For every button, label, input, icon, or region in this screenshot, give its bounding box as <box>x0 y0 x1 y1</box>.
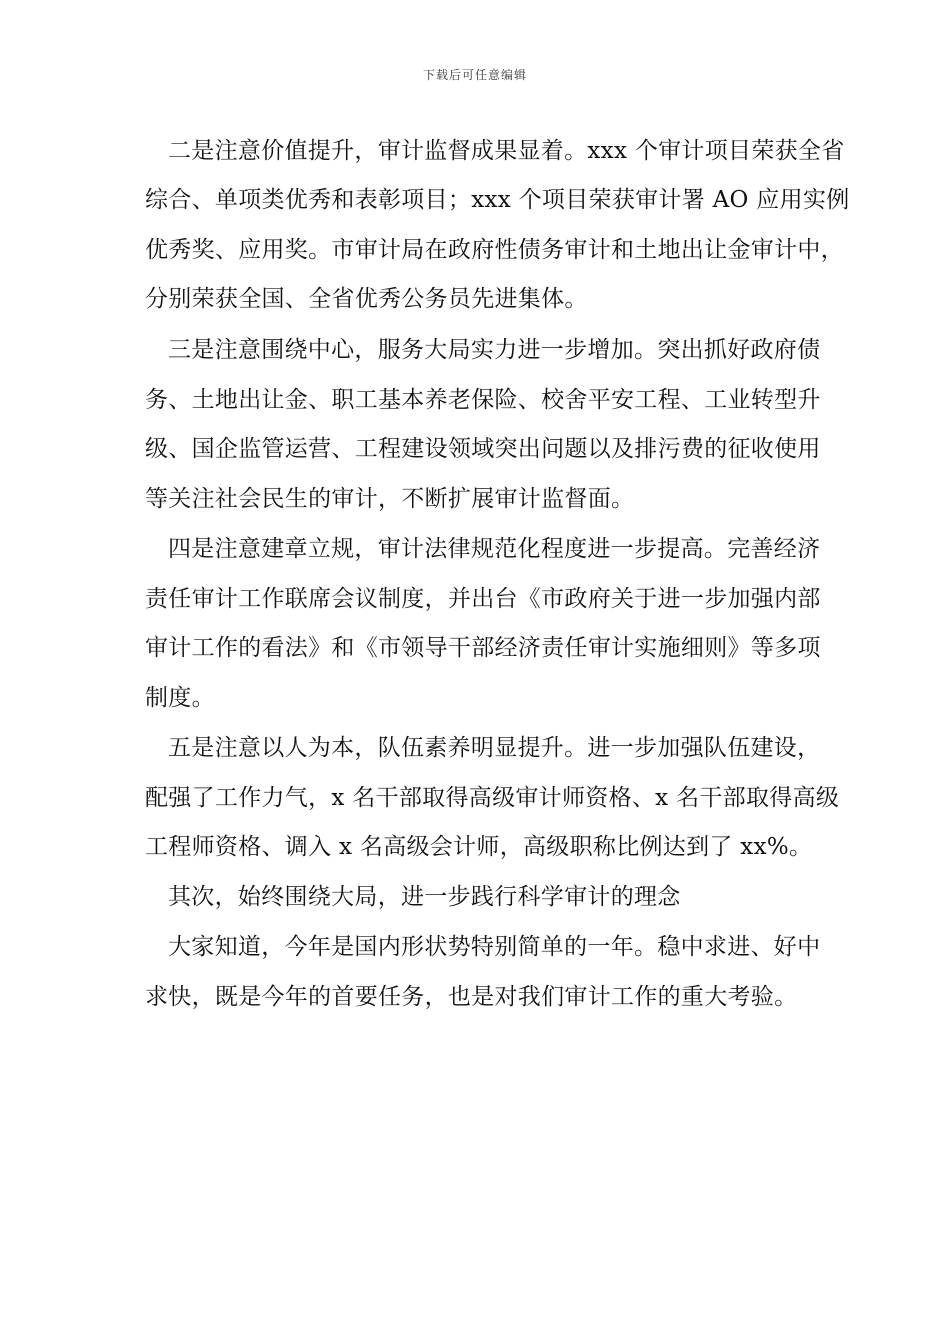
paragraph-line: 二是注意价值提升，审计监督成果显着。xxx 个审计项目荣获全省 <box>168 138 845 164</box>
paragraph-line: 优秀奖、应用奖。市审计局在政府性债务审计和土地出让金审计中， <box>145 237 844 263</box>
paragraph-line: 大家知道，今年是国内形状势特别简单的一年。稳中求进、好中 <box>168 934 821 960</box>
paragraph-line: 工程师资格、调入 x 名高级会计师，高级职称比例达到了 xx%。 <box>145 834 813 860</box>
paragraph-line: 综合、单项类优秀和表彰项目；xxx 个项目荣获审计署 AO 应用实例 <box>145 187 850 213</box>
paragraph-line: 分别荣获全国、全省优秀公务员先进集体。 <box>145 286 588 312</box>
paragraph-line: 务、土地出让金、职工基本养老保险、校舍平安工程、工业转型升 <box>145 387 821 413</box>
page-header: 下载后可任意编辑 <box>422 68 527 82</box>
paragraph-line: 等关注社会民生的审计，不断扩展审计监督面。 <box>145 486 635 512</box>
paragraph-line: 四是注意建章立规，审计法律规范化程度进一步提高。完善经济 <box>168 536 821 562</box>
paragraph-line: 配强了工作力气，x 名干部取得高级审计师资格、x 名干部取得高级 <box>145 785 840 811</box>
paragraph-line: 求快，既是今年的首要任务，也是对我们审计工作的重大考验。 <box>145 984 798 1010</box>
paragraph-line: 责任审计工作联席会议制度，并出台《市政府关于进一步加强内部 <box>145 586 821 612</box>
paragraph-line: 级、国企监管运营、工程建设领域突出问题以及排污费的征收使用 <box>145 436 821 462</box>
section-heading: 其次，始终围绕大局，进一步践行科学审计的理念 <box>168 884 681 910</box>
paragraph-line: 三是注意围绕中心，服务大局实力进一步增加。突出抓好政府债 <box>168 337 821 363</box>
paragraph-line: 五是注意以人为本，队伍素养明显提升。进一步加强队伍建设， <box>168 735 821 761</box>
paragraph-line: 制度。 <box>145 685 215 711</box>
paragraph-line: 审计工作的看法》和《市领导干部经济责任审计实施细则》等多项 <box>145 635 821 661</box>
